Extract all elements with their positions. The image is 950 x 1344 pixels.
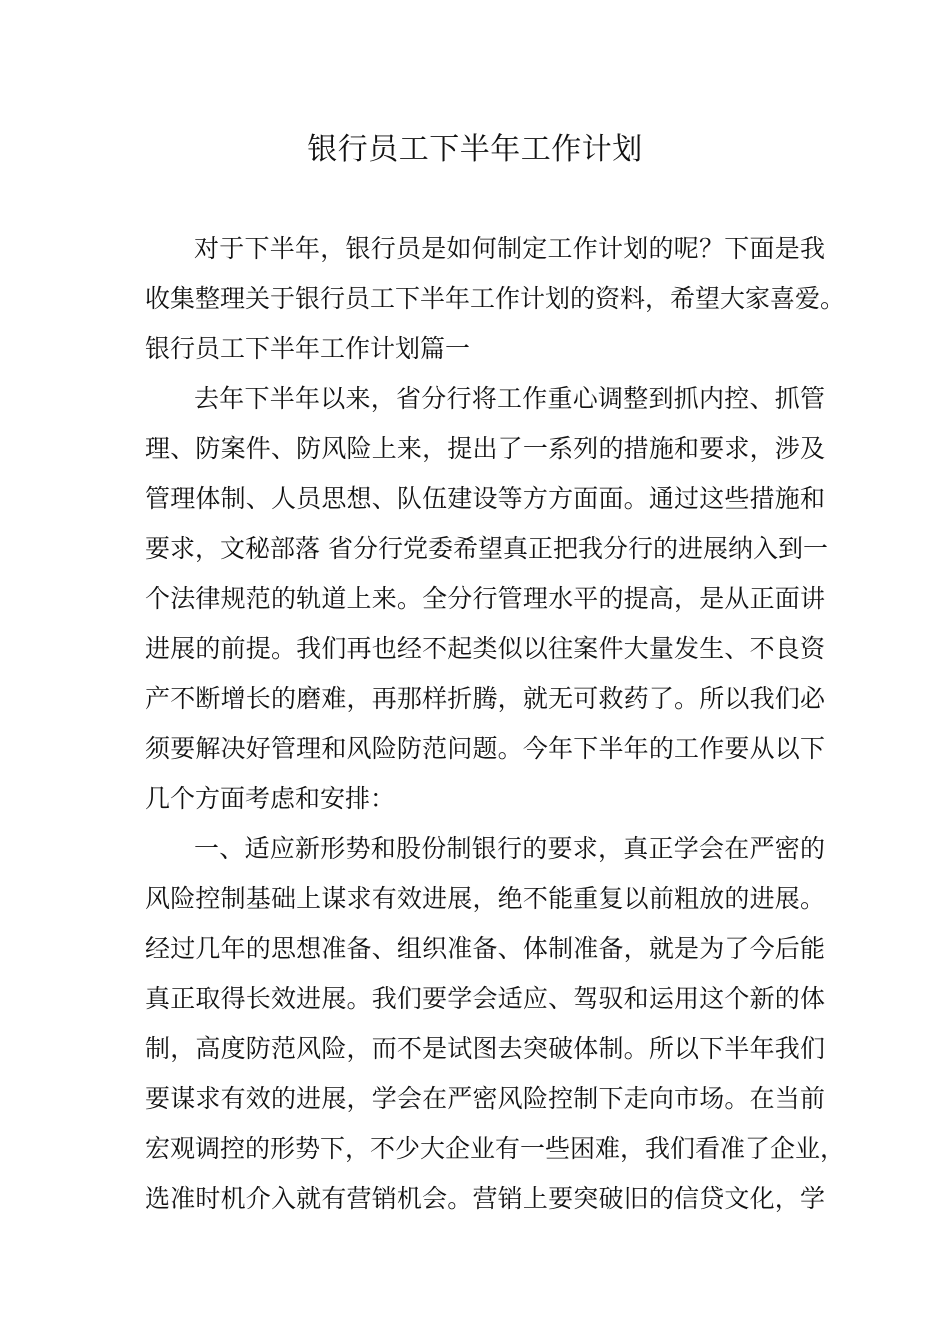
body-line: 收集整理关于银行员工下半年工作计划的资料，希望大家喜爱。	[145, 284, 846, 313]
body-line: 对于下半年，银行员是如何制定工作计划的呢？下面是我	[194, 234, 825, 263]
body-line: 去年下半年以来，省分行将工作重心调整到抓内控、抓管	[194, 384, 825, 413]
section-heading: 银行员工下半年工作计划篇一	[145, 334, 471, 363]
body-line: 风险控制基础上谋求有效进展，绝不能重复以前粗放的进展。	[145, 884, 825, 913]
document-title: 银行员工下半年工作计划	[307, 132, 643, 167]
body-line: 管理体制、人员思想、队伍建设等方方面面。通过这些措施和	[145, 484, 825, 513]
body-line: 宏观调控的形势下，不少大企业有一些困难，我们看准了企业，	[145, 1134, 846, 1163]
body-line: 产不断增长的磨难，再那样折腾，就无可救药了。所以我们必	[145, 684, 825, 713]
body-line: 个法律规范的轨道上来。全分行管理水平的提高，是从正面讲	[145, 584, 825, 613]
body-line: 几个方面考虑和安排：	[145, 784, 396, 813]
body-line: 要求，文秘部落 省分行党委希望真正把我分行的进展纳入到一	[145, 534, 828, 563]
body-line: 须要解决好管理和风险防范问题。今年下半年的工作要从以下	[145, 734, 825, 763]
body-line: 进展的前提。我们再也经不起类似以往案件大量发生、不良资	[145, 634, 825, 663]
body-line: 理、防案件、防风险上来，提出了一系列的措施和要求，涉及	[145, 434, 825, 463]
body-line: 经过几年的思想准备、组织准备、体制准备，就是为了今后能	[145, 934, 825, 963]
body-line: 要谋求有效的进展，学会在严密风险控制下走向市场。在当前	[145, 1084, 825, 1113]
body-line: 选准时机介入就有营销机会。营销上要突破旧的信贷文化，学	[145, 1184, 825, 1213]
body-line: 真正取得长效进展。我们要学会适应、驾驭和运用这个新的体	[145, 984, 825, 1013]
body-line: 一、适应新形势和股份制银行的要求，真正学会在严密的	[194, 834, 825, 863]
body-line: 制，高度防范风险，而不是试图去突破体制。所以下半年我们	[145, 1034, 825, 1063]
